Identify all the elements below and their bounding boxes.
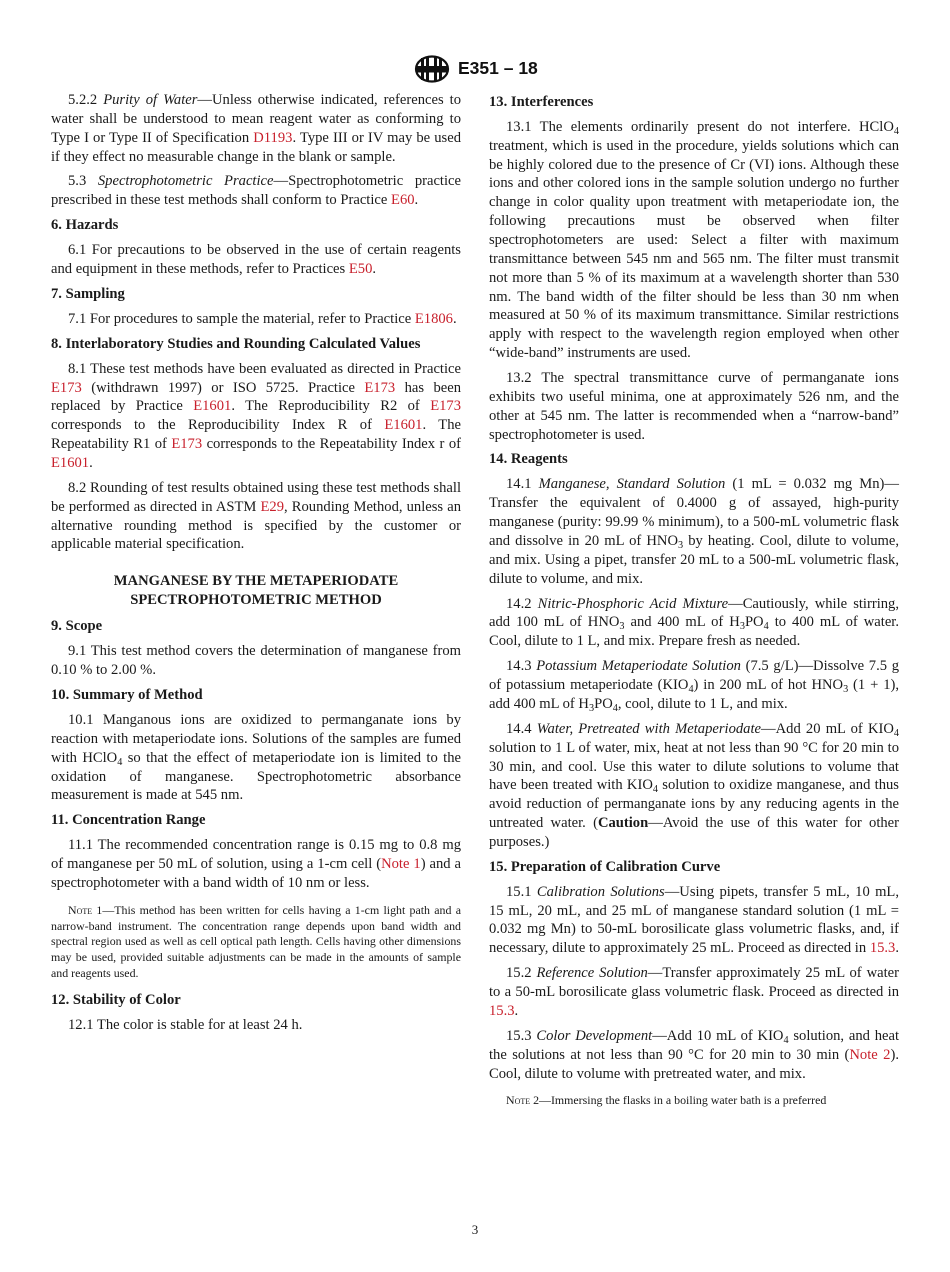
heading-reagents: 14. Reagents	[489, 451, 568, 468]
section-7-1: 7.1 For procedures to sample the material, refer to Practice E1806.	[68, 310, 457, 327]
astm-logo-icon	[413, 55, 451, 83]
heading-scope: 9. Scope	[51, 618, 103, 635]
section-5-3: 5.3 Spectrophotometric Practice—Spectrophotometric practice prescribed in these test methods shall conform to Practice E60.	[51, 173, 461, 209]
ref-note-2-link[interactable]: Note 2	[849, 1046, 891, 1063]
ref-e1601-link[interactable]: E1601	[51, 455, 90, 471]
ref-e173-link[interactable]: E173	[364, 379, 396, 396]
section-14-1: 14.1 Manganese, Standard Solution (1 mL = 0.032 mg Mn)—Transfer the equivalent of 0.4000 g of assayed, high-purity manganese (purity: 99.99 % minimum), to a 500-mL volumetric flask and dissolve in 20 mL of $HNO_3$ by heating. Cool, dilute to volume, and mix. Using a pipet, transfer 20 mL to a 500-mL volumetric flask, dilute to volume, and mix.	[489, 476, 900, 587]
heading-concentration-range: 11. Concentration Range	[51, 812, 206, 829]
heading-interferences: 13. Interferences	[489, 94, 594, 110]
section-8-2: 8.2 Rounding of test results obtained using these test methods shall be performed as directed in ASTM E29, Rounding Method, unless an alternative rounding method is specified by the customer or applicable material specification.	[51, 479, 462, 553]
page-header	[0, 55, 950, 85]
section-15-2: 15.2 Reference Solution—Transfer approximately 25 mL of water to a 50-mL borosilicate glass volumetric flask. Proceed as directed in 15.3.	[489, 965, 899, 1019]
section-10-1: 10.1 Manganous ions are oxidized to permanganate ions by reaction with metaperiodate ions. Solutions of the samples are fumed with HClO$_4$ so that the effect of metaperiodate ion is limited to the oxidation of manganese. Spectrophotometric absorbance measurement is made at 545 nm.	[51, 711, 462, 804]
section-6-1: 6.1 For precautions to be observed in the use of certain reagents and equipment in these methods, refer to Practices E50.	[51, 242, 461, 278]
ref-e60-link[interactable]: E60	[391, 192, 415, 209]
method-title: MANGANESE BY THE METAPERIODATE SPECTROPHOTOMETRIC METHOD	[113, 573, 399, 609]
document-designation: E351 – 18	[458, 58, 538, 78]
ref-e173-link[interactable]: E173	[51, 379, 82, 396]
section-14-4: 14.4 Water, Pretreated with Metaperiodate—Add 20 mL of $KIO_4$ solution to 1 L of water, mix, heat at not less than 90 °C for 20 min to 30 min, and cool. Use this water to dilute solutions to volume that have been treated with $KIO_4$ solution to oxidize manganese, and thus avoid reduction of permanganate ions by any reducing agents in the untreated water. (Caution—Avoid the use of this water for other purposes.)	[489, 720, 900, 850]
section-14-2: 14.2 Nitric-Phosphoric Acid Mixture—Cautiously, while stirring, add 100 mL of $HNO_3$ and 400 mL of $H_3PO_4$ to 400 mL of water. Cool, dilute to 1 L, and mix. Prepare fresh as needed.	[489, 595, 900, 650]
ref-e173-link[interactable]: E173	[171, 436, 203, 453]
heading-summary: 10. Summary of Method	[51, 687, 203, 704]
section-11-1: 11.1 The recommended concentration range is 0.15 mg to 0.8 mg of manganese per 50 mL of solution, using a 1-cm cell (Note 1) and a spectrophotometer with a band width of 10 nm or less.	[51, 837, 461, 891]
heading-hazards: 6. Hazards	[51, 217, 119, 234]
ref-15-3-link[interactable]: 15.3	[489, 1002, 515, 1019]
section-15-3: 15.3 Color Development—Add 10 mL of $KIO_4$ solution, and heat the solutions at not less than 90 °C for 20 min to 30 min (Note 2). Cool, dilute to volume with pretreated water, and mix.	[489, 1027, 900, 1082]
page-number: 3	[471, 1222, 479, 1237]
section-12-1: 12.1 The color is stable for at least 24 h.	[68, 1016, 303, 1033]
ref-note-1-link[interactable]: Note 1	[381, 856, 421, 873]
heading-stability: 12. Stability of Color	[51, 991, 181, 1008]
section-8-1: 8.1 These test methods have been evaluated as directed in Practice E173 (withdrawn 1997) or ISO 5725. Practice E173 has been replaced by Practice E1601. The Reproducibility R2 of E173 corresponds to the Reproducibility Index R of E1601. The Repeatability R1 of E173 corresponds to the Repeatability Index r of E1601.	[51, 360, 462, 471]
ref-e1601-link[interactable]: E1601	[193, 398, 232, 415]
section-13-2: 13.2 The spectral transmittance curve of permanganate ions exhibits two useful minima, one at approximately 526 nm, and the other at 545 nm. The latter is recommended when a “narrow-band” spectrophotometer is used.	[489, 370, 899, 443]
note-1: Note 1—This method has been written for cells having a 1-cm light path and a narrow-band instrument. The concentration range depends upon band width and spectral region used as well as cell optical path length. Cells having other dimensions may be used, provided suitable adjustments can be made in the amounts of sample and reagents used.	[51, 902, 461, 980]
left-column	[51, 91, 461, 1041]
ref-d1193-link[interactable]: D1193	[253, 129, 293, 146]
ref-e50-link[interactable]: E50	[348, 261, 373, 278]
section-5-2-2: 5.2.2 Purity of Water—Unless otherwise indicated, references to water shall be understood to mean reagent water as conforming to Type I or Type II of Specification D1193. Type III or IV may be used if they effect no measurable change in the blank or sample.	[51, 92, 461, 165]
ref-e1601-link[interactable]: E1601	[384, 417, 423, 434]
section-14-3: 14.3 Potassium Metaperiodate Solution (7.5 g/L)—Dissolve 7.5 g of potassium metaperiodate $(KIO_4)$ in 200 mL of hot $HNO_3$ (1 + 1), add 400 mL of $H_3PO_4$, cool, dilute to 1 L, and mix.	[489, 658, 899, 714]
heading-sampling: 7. Sampling	[51, 285, 125, 302]
right-column	[489, 91, 899, 1118]
ref-e173-link[interactable]: E173	[430, 398, 462, 415]
ref-e29-link[interactable]: E29	[260, 498, 285, 515]
heading-calibration-curve: 15. Preparation of Calibration Curve	[489, 858, 721, 875]
note-2: Note 2—Immersing the flasks in a boiling water bath is a preferred	[506, 1093, 827, 1108]
section-13-1: 13.1 The elements ordinarily present do not interfere. HClO$_4$ treatment, which is used in the procedure, yields solutions which can be highly colored due to the presence of Cr (VI) ions. Although these ions and other colored ions in the sample solution undergo no further change in color quality upon treatment with metaperiodate ion, the following precautions must be observed when filter spectrophotometers are used: Select a filter with maximum transmittance between 545 nm and 565 nm. The filter must transmit not more than 5 % of its maximum at a wavelength shorter than 530 nm. The band width of the filter should be less than 30 nm when measured at 50 % of its maximum transmittance. Similar restrictions apply with respect to the wavelength region employed when other “wide-band” instruments are used.	[489, 118, 899, 362]
heading-interlaboratory: 8. Interlaboratory Studies and Rounding Calculated Values	[51, 335, 421, 352]
section-15-1: 15.1 Calibration Solutions—Using pipets, transfer 5 mL, 10 mL, 15 mL, 20 mL, and 25 mL of manganese standard solution (1 mL = 0.032 mg Mn) to 50-mL borosilicate glass volumetric flasks, and, if necessary, dilute to approximately 25 mL. Proceed as directed in 15.3.	[489, 883, 900, 957]
ref-15-3-link[interactable]: 15.3	[869, 940, 896, 957]
section-9-1: 9.1 This test method covers the determination of manganese from 0.10 % to 2.00 %.	[51, 643, 461, 679]
ref-e1806-link[interactable]: E1806	[414, 310, 453, 327]
